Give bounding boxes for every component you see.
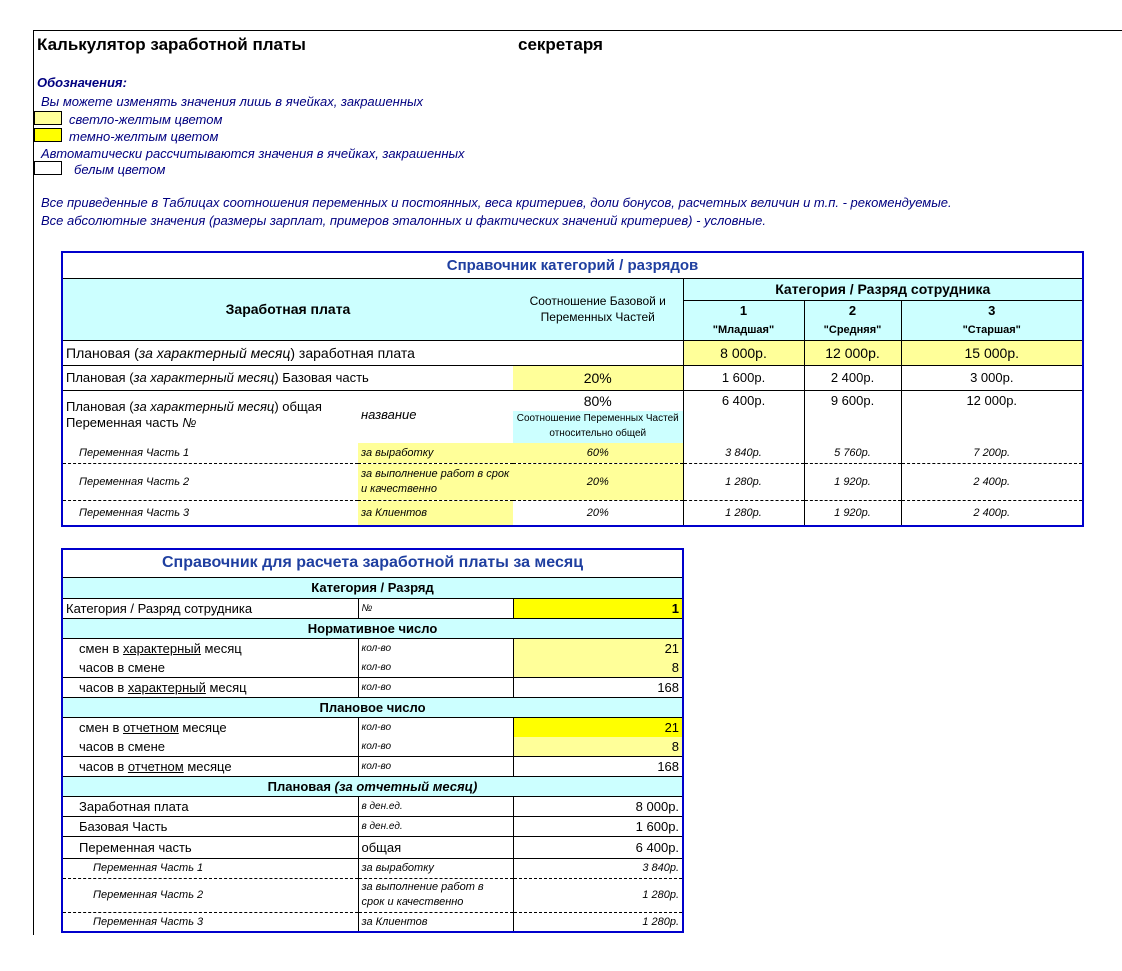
t1-part2-name[interactable]: за выполнение работ в срок и качественно — [358, 464, 513, 501]
base-label: Базовая Часть — [79, 818, 168, 834]
variable-ratio: 80% — [583, 392, 612, 409]
t2-part2-label: Переменная Часть 2 — [93, 889, 204, 901]
t2-part1-label: Переменная Часть 1 — [93, 862, 204, 874]
category-3-number: 3 — [901, 300, 1083, 320]
plan-hours-month-value: 168 — [513, 756, 683, 776]
light-yellow-swatch — [34, 111, 62, 125]
category-1-name: "Младшая" — [683, 320, 804, 340]
sheet-top-border — [33, 30, 1122, 31]
plan-hours-month-unit: кол-во — [358, 756, 513, 776]
t1-part2-label: Переменная Часть 2 — [79, 476, 190, 488]
section-normative: Нормативное число — [307, 620, 438, 636]
plan-hours-month-label: часов в отчетном месяце — [79, 758, 232, 774]
white-swatch — [34, 161, 62, 175]
category-2-name: "Средняя" — [804, 320, 901, 340]
legend-white: белым цветом — [74, 162, 166, 177]
norm-hours-month-value: 168 — [513, 677, 683, 697]
t1-part3-label: Переменная Часть 3 — [79, 506, 190, 519]
employee-category-unit: № — [358, 598, 513, 618]
variable-part-cat1: 6 400р. — [683, 390, 804, 443]
t2-part2-name: за выполнение работ в срок и качественно — [358, 878, 513, 912]
base-part-cat2: 2 400р. — [804, 365, 901, 390]
t2-part1-value: 3 840р. — [513, 858, 683, 878]
legend-dark-yellow: темно-желтым цветом — [69, 129, 219, 144]
t2-part1-name: за выработку — [358, 858, 513, 878]
plan-shifts-label: смен в отчетном месяце — [79, 719, 227, 735]
norm-hours-per-shift-label: часов в смене — [79, 659, 165, 675]
salary-column-header: Заработная плата — [225, 301, 351, 317]
norm-shifts-unit: кол-во — [358, 638, 513, 658]
variable-part-cat2: 9 600р. — [804, 390, 901, 443]
norm-hours-per-shift-unit: кол-во — [358, 658, 513, 677]
note-recommended: Все приведенные в Таблицах соотношения переменных и постоянных, веса критериев, доли бонусов, расчетных величин и т.п. - рекомендуемые. — [41, 195, 952, 210]
t2-part3-value: 1 280р. — [513, 912, 683, 932]
t1-part1-cat1: 3 840р. — [683, 443, 804, 464]
category-column-header: Категория / Разряд сотрудника — [683, 278, 1083, 300]
t1-part1-name[interactable]: за выработку — [358, 443, 513, 464]
section-category: Категория / Разряд — [311, 580, 434, 595]
t1-part3-cat1: 1 280р. — [683, 501, 804, 526]
planned-salary-cat2[interactable]: 12 000р. — [804, 340, 901, 365]
employee-category-input[interactable]: 1 — [513, 598, 683, 618]
legend-line2: Автоматически рассчитываются значения в ячейках, закрашенных — [41, 146, 465, 161]
t1-part2-ratio[interactable]: 20% — [513, 464, 683, 501]
base-part-cat3: 3 000р. — [901, 365, 1083, 390]
monthly-salary-table — [61, 548, 684, 933]
t1-part1-cat3: 7 200р. — [901, 443, 1083, 464]
t1-part1-ratio[interactable]: 60% — [513, 443, 683, 464]
variable-label: Переменная часть — [79, 839, 192, 855]
salary-value: 8 000р. — [513, 796, 683, 816]
ratio-column-header: Соотношение Базовой и Переменных Частей — [529, 294, 666, 324]
position-title: секретаря — [518, 35, 603, 54]
norm-shifts-label: смен в характерный месяц — [79, 640, 242, 656]
note-conditional: Все абсолютные значения (размеры зарплат, примеров эталонных и фактических значений критериев) - условные. — [41, 213, 766, 228]
t1-part1-cat2: 5 760р. — [804, 443, 901, 464]
t1-part2-cat1: 1 280р. — [683, 464, 804, 501]
plan-hours-per-shift-input[interactable]: 8 — [513, 737, 683, 756]
norm-hours-per-shift-input[interactable]: 8 — [513, 658, 683, 677]
variable-ratio-note: Соотношение Переменных Частей относительно общей — [513, 411, 683, 443]
base-part-cat1: 1 600р. — [683, 365, 804, 390]
category-table-title: Справочник категорий / разрядов — [62, 252, 1083, 278]
norm-hours-month-unit: кол-во — [358, 677, 513, 697]
dark-yellow-swatch — [34, 128, 62, 142]
t1-part3-ratio: 20% — [586, 506, 609, 519]
planned-salary-cat1[interactable]: 8 000р. — [683, 340, 804, 365]
t1-part1-label: Переменная Часть 1 — [79, 446, 190, 459]
base-part-ratio[interactable]: 20% — [513, 365, 683, 390]
plan-shifts-unit: кол-во — [358, 717, 513, 737]
variable-unit: общая — [358, 836, 513, 858]
legend-line1: Вы можете изменять значения лишь в ячейках, закрашенных — [41, 94, 424, 109]
planned-salary-cat3[interactable]: 15 000р. — [901, 340, 1083, 365]
legend-light-yellow: светло-желтым цветом — [69, 112, 223, 127]
variable-ratio-cell — [513, 390, 683, 443]
category-reference-table — [61, 251, 1084, 527]
employee-category-label: Категория / Разряд сотрудника — [66, 600, 253, 616]
base-part-label: Плановая (за характерный месяц) Базовая часть — [66, 370, 369, 385]
variable-part-label: Плановая (за характерный месяц) общая Переменная часть № — [66, 398, 322, 430]
plan-hours-per-shift-unit: кол-во — [358, 737, 513, 756]
base-unit: в ден.ед. — [358, 816, 513, 836]
plan-shifts-input[interactable]: 21 — [513, 717, 683, 737]
t1-part3-cat3: 2 400р. — [901, 501, 1083, 526]
t2-part2-value: 1 280р. — [513, 878, 683, 912]
category-1-number: 1 — [683, 300, 804, 320]
variable-value: 6 400р. — [513, 836, 683, 858]
t2-part3-label: Переменная Часть 3 — [93, 915, 204, 928]
section-planned-monthly: Плановая (за отчетный месяц) — [267, 778, 478, 794]
variable-name-label: название — [361, 406, 417, 422]
planned-salary-label: Плановая (за характерный месяц) заработная плата — [66, 344, 415, 361]
legend-heading: Обозначения: — [37, 75, 127, 90]
plan-hours-per-shift-label: часов в смене — [79, 738, 165, 754]
page-title: Калькулятор заработной платы — [37, 35, 306, 54]
t2-part3-name: за Клиентов — [358, 912, 513, 932]
t1-part2-cat3: 2 400р. — [901, 464, 1083, 501]
category-3-name: "Старшая" — [901, 320, 1083, 340]
norm-shifts-input[interactable]: 21 — [513, 638, 683, 658]
t1-part2-cat2: 1 920р. — [804, 464, 901, 501]
norm-hours-month-label: часов в характерный месяц — [79, 679, 247, 695]
salary-label: Заработная плата — [79, 798, 189, 814]
t1-part3-cat2: 1 920р. — [804, 501, 901, 526]
category-2-number: 2 — [804, 300, 901, 320]
variable-part-cat3: 12 000р. — [901, 390, 1083, 443]
base-value: 1 600р. — [513, 816, 683, 836]
section-plan: Плановое число — [319, 699, 426, 715]
monthly-table-title: Справочник для расчета заработной платы за месяц — [162, 554, 584, 572]
salary-unit: в ден.ед. — [358, 796, 513, 816]
t1-part3-name[interactable]: за Клиентов — [358, 501, 513, 526]
